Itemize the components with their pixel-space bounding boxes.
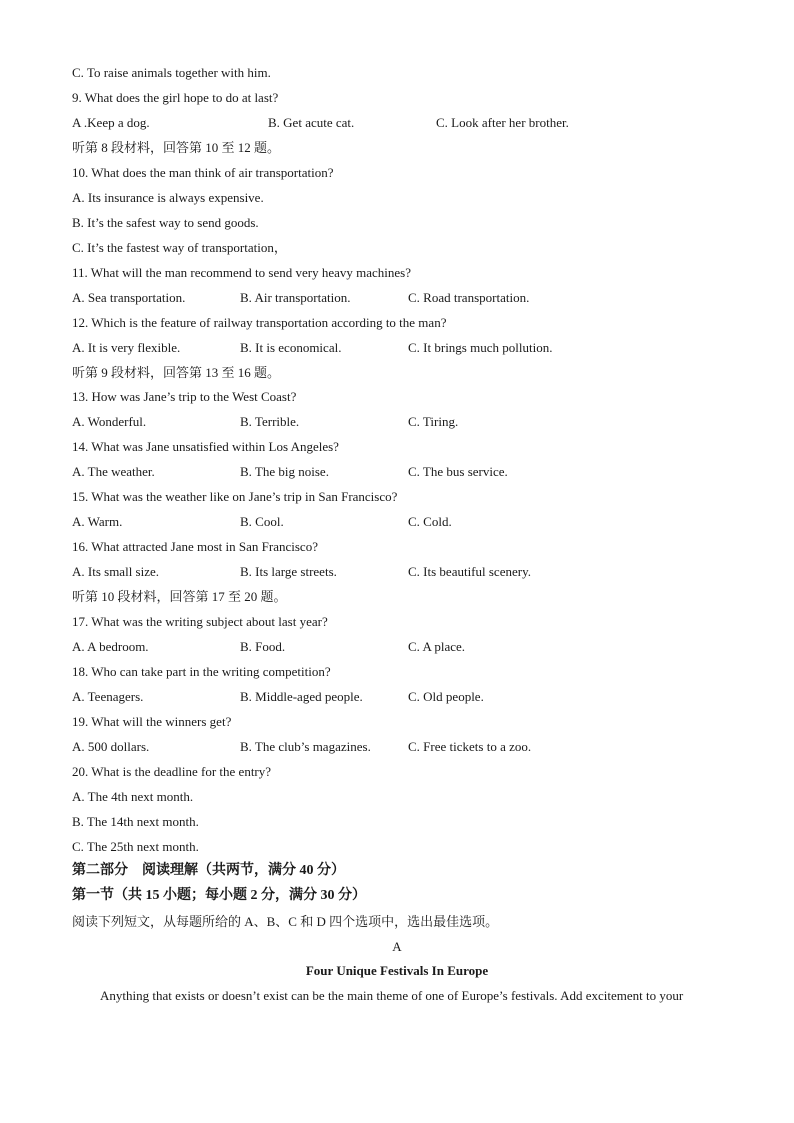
q19-option-a: A. 500 dollars. — [72, 739, 150, 754]
q19-option-b: B. The club’s magazines. — [240, 739, 371, 754]
q14-option-c: C. The bus service. — [408, 464, 508, 479]
question-20: 20. What is the deadline for the entry? — [72, 764, 272, 779]
question-10: 10. What does the man think of air transportation? — [72, 165, 334, 180]
passage-title: Four Unique Festivals In Europe — [305, 963, 489, 978]
reading-instruction: 阅读下列短文，从每题所给的 A、B、C 和 D 四个选项中，选出最佳选项。 — [72, 914, 499, 929]
q11-option-b: B. Air transportation. — [240, 290, 351, 305]
q17-option-c: C. A place. — [408, 639, 466, 654]
q20-option-c: C. The 25th next month. — [72, 839, 199, 854]
q12-option-c: C. It brings much pollution. — [408, 340, 553, 355]
q13-option-a: A. Wonderful. — [72, 414, 147, 429]
question-13: 13. How was Jane’s trip to the West Coast? — [72, 389, 297, 404]
question-11: 11. What will the man recommend to send very heavy machines? — [72, 265, 411, 280]
q13-option-c: C. Tiring. — [408, 414, 459, 429]
q17-option-a: A. A bedroom. — [72, 639, 149, 654]
section-one-heading: 第一节（共 15 小题；每小题 2 分，满分 30 分） — [72, 888, 366, 903]
question-18: 18. Who can take part in the writing competition? — [72, 664, 331, 679]
passage-letter: A — [392, 939, 402, 954]
question-19: 19. What will the winners get? — [72, 714, 232, 729]
q14-option-a: A. The weather. — [72, 464, 155, 479]
q13-option-b: B. Terrible. — [240, 414, 300, 429]
question-9: 9. What does the girl hope to do at last? — [72, 90, 279, 105]
q11-option-c: C. Road transportation. — [408, 290, 530, 305]
q10-option-c: C. It’s the fastest way of transportation， — [72, 240, 287, 255]
q18-option-b: B. Middle-aged people. — [240, 689, 363, 704]
q20-option-b: B. The 14th next month. — [72, 814, 199, 829]
q18-option-a: A. Teenagers. — [72, 689, 144, 704]
q10-option-a: A. Its insurance is always expensive. — [72, 190, 264, 205]
q15-option-c: C. Cold. — [408, 514, 452, 529]
section-instruction-10: 听第 10 段材料，回答第 17 至 20 题。 — [72, 589, 287, 604]
q9-option-a: A .Keep a dog. — [72, 115, 150, 130]
section-instruction-9: 听第 9 段材料，回答第 13 至 16 题。 — [72, 365, 281, 380]
q15-option-a: A. Warm. — [72, 514, 123, 529]
q17-option-b: B. Food. — [240, 639, 286, 654]
q16-option-a: A. Its small size. — [72, 564, 160, 579]
question-12: 12. Which is the feature of railway transportation according to the man? — [72, 315, 447, 330]
q9-option-b: B. Get acute cat. — [268, 115, 355, 130]
q12-option-a: A. It is very flexible. — [72, 340, 181, 355]
q14-option-b: B. The big noise. — [240, 464, 329, 479]
part-two-heading: 第二部分 阅读理解（共两节，满分 40 分） — [72, 863, 345, 878]
q16-option-c: C. Its beautiful scenery. — [408, 564, 531, 579]
q18-option-c: C. Old people. — [408, 689, 484, 704]
q12-option-b: B. It is economical. — [240, 340, 342, 355]
q15-option-b: B. Cool. — [240, 514, 284, 529]
question-15: 15. What was the weather like on Jane’s trip in San Francisco? — [72, 489, 398, 504]
passage-paragraph: Anything that exists or doesn’t exist can be the main theme of one of Europe’s festivals. Add excitement to your — [100, 988, 684, 1003]
option-line: C. To raise animals together with him. — [72, 65, 271, 80]
q19-option-c: C. Free tickets to a zoo. — [408, 739, 532, 754]
q20-option-a: A. The 4th next month. — [72, 789, 194, 804]
q10-option-b: B. It’s the safest way to send goods. — [72, 215, 259, 230]
section-instruction-8: 听第 8 段材料，回答第 10 至 12 题。 — [72, 140, 281, 155]
question-16: 16. What attracted Jane most in San Francisco? — [72, 539, 318, 554]
q9-option-c: C. Look after her brother. — [436, 115, 569, 130]
q11-option-a: A. Sea transportation. — [72, 290, 186, 305]
question-14: 14. What was Jane unsatisfied within Los Angeles? — [72, 439, 339, 454]
q16-option-b: B. Its large streets. — [240, 564, 337, 579]
question-17: 17. What was the writing subject about last year? — [72, 614, 328, 629]
